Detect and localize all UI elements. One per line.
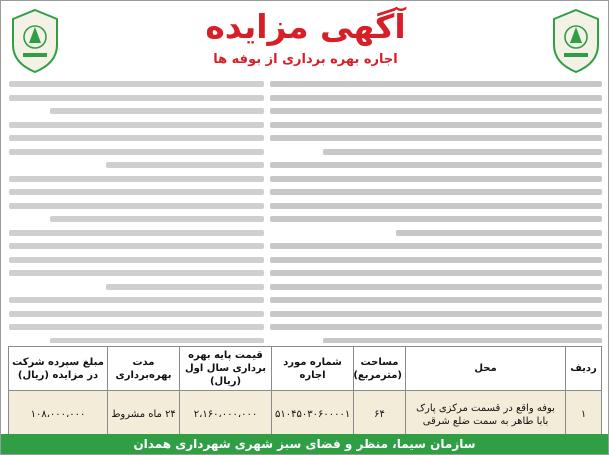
header <box>1 1 609 85</box>
body-text-right-column <box>270 81 602 343</box>
header-gheymat: قیمت پایه بهره برداری سال اول (ریال) <box>180 347 272 391</box>
cell-mahal: بوفه واقع در قسمت مرکزی پارک بابا طاهر به سمت ضلع شرقی <box>406 391 566 439</box>
cell-radif: ۱ <box>566 391 602 439</box>
header-masahat: مساحت (مترمربع) <box>354 347 406 391</box>
cell-gheymat: ۲،۱۶۰،۰۰۰،۰۰۰ <box>180 391 272 439</box>
cell-moddat: ۲۴ ماه مشروط <box>108 391 180 439</box>
auction-table <box>9 346 602 432</box>
header-radif: ردیف <box>566 347 602 391</box>
header-seporde: مبلغ سپرده شرکت در مزایده (ریال) <box>9 347 108 391</box>
header-shomare: شماره مورد اجاره <box>272 347 354 391</box>
footer-banner: سازمان سیما، منظر و فضای سبز شهری شهرداری همدان <box>1 434 608 454</box>
cell-seporde: ۱۰۸،۰۰۰،۰۰۰ <box>9 391 108 439</box>
header-mahal: محل <box>406 347 566 391</box>
table-row <box>9 391 602 439</box>
body-text-left-column <box>9 81 264 343</box>
cell-shomare: ۵۱۰۴۵۰۳۰۶۰۰۰۰۱ <box>272 391 354 439</box>
cell-masahat: ۶۴ <box>354 391 406 439</box>
body-text-columns <box>9 81 602 343</box>
page-title: آگهی مزایده <box>205 7 406 46</box>
header-moddat: مدت بهره‌برداری <box>108 347 180 391</box>
table-header-row <box>9 347 602 391</box>
page-subtitle: اجاره بهره برداری از بوفه ها <box>213 52 398 67</box>
